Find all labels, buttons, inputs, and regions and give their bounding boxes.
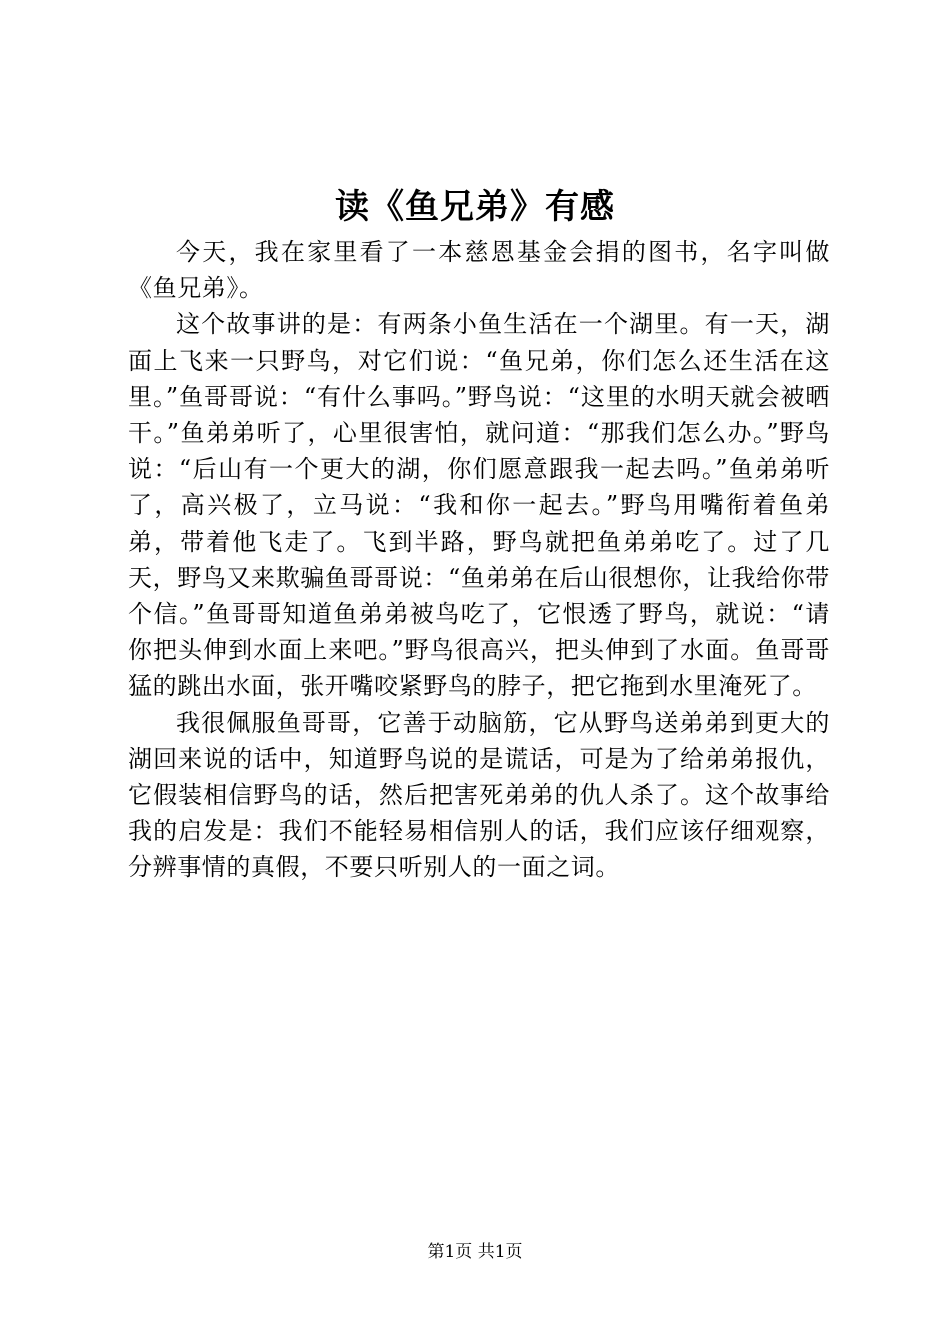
document-body (128, 234, 830, 886)
paragraph-reflection: 我很佩服鱼哥哥，它善于动脑筋，它从野鸟送弟弟到更大的湖回来说的话中，知道野鸟说的是谎话，可是为了给弟弟报仇，它假装相信野鸟的话，然后把害死弟弟的仇人杀了。这个故事给我的启发是：我们不能轻易相信别人的话，我们应该仔细观察，分辨事情的真假，不要只听别人的一面之词。 (128, 708, 830, 882)
page-number-footer: 第1页 共1页 (427, 1242, 523, 1262)
document-title: 读《鱼兄弟》有感 (335, 187, 615, 227)
paragraph-story: 这个故事讲的是：有两条小鱼生活在一个湖里。有一天，湖面上飞来一只野鸟，对它们说：“鱼兄弟，你们怎么还生活在这里。”鱼哥哥说：“有什么事吗。”野鸟说：“这里的水明天就会被晒干。”鱼弟弟听了，心里很害怕，就问道：“那我们怎么办。”野鸟说：“后山有一个更大的湖，你们愿意跟我一起去吗。”鱼弟弟听了，高兴极了，立马说：“我和你一起去。”野鸟用嘴衔着鱼弟弟，带着他飞走了。飞到半路，野鸟就把鱼弟弟吃了。过了几天，野鸟又来欺骗鱼哥哥说：“鱼弟弟在后山很想你，让我给你带个信。”鱼哥哥知道鱼弟弟被鸟吃了，它恨透了野鸟，就说：“请你把头伸到水面上来吧。”野鸟很高兴，把头伸到了水面。鱼哥哥猛的跳出水面，张开嘴咬紧野鸟的脖子，把它拖到水里淹死了。 (128, 310, 830, 701)
paragraph-intro: 今天，我在家里看了一本慈恩基金会捐的图书，名字叫做《鱼兄弟》。 (128, 238, 830, 303)
